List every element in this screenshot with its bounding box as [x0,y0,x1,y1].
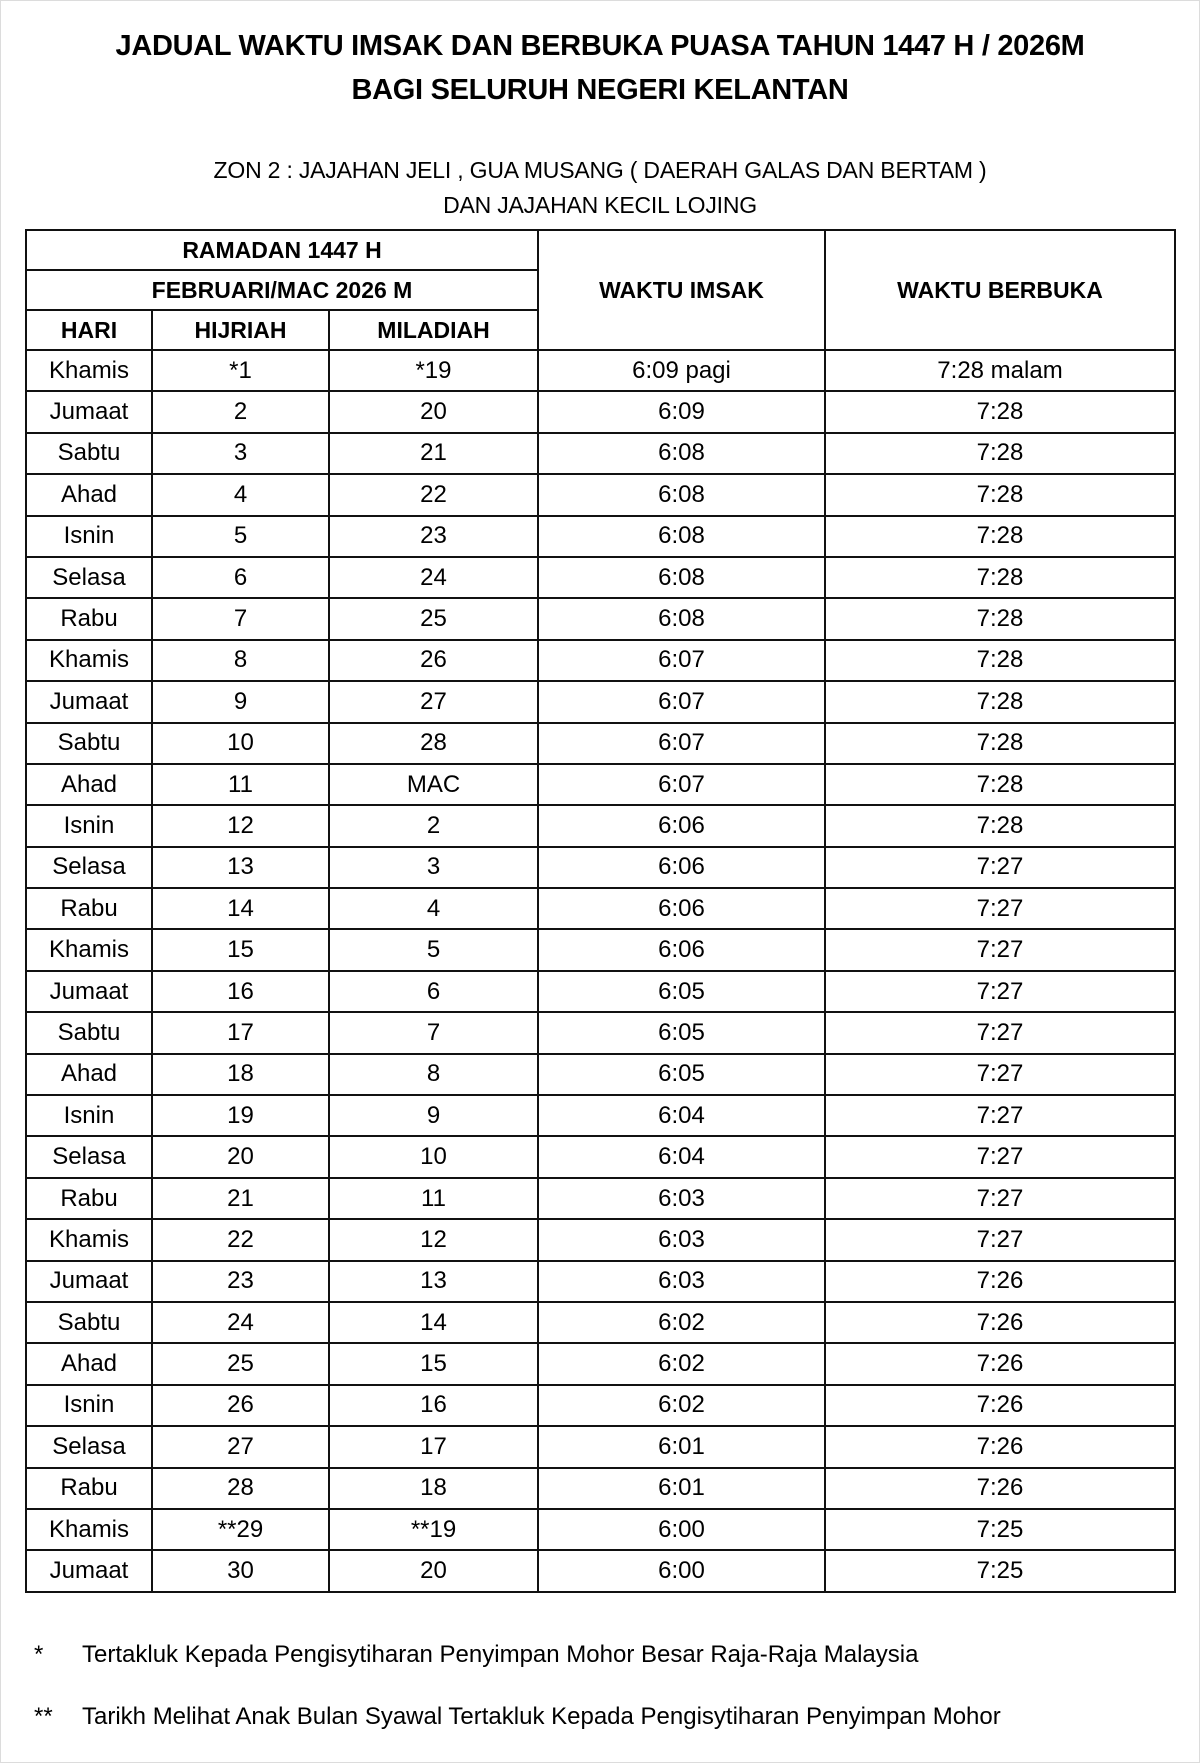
cell-berbuka: 7:28 [825,391,1175,432]
cell-miladiah: 15 [329,1343,538,1384]
cell-berbuka: 7:27 [825,1095,1175,1136]
table-row [26,557,1175,598]
cell-berbuka: 7:27 [825,1219,1175,1260]
cell-imsak: 6:05 [538,1054,825,1095]
table-row [26,681,1175,722]
header-hari: HARI [26,310,152,350]
cell-miladiah: 9 [329,1095,538,1136]
table-row [26,847,1175,888]
cell-imsak: 6:06 [538,805,825,846]
cell-imsak: 6:02 [538,1385,825,1426]
cell-hijriah: 19 [152,1095,329,1136]
cell-imsak: 6:08 [538,557,825,598]
cell-berbuka: 7:28 [825,723,1175,764]
cell-imsak: 6:07 [538,681,825,722]
cell-hijriah: 26 [152,1385,329,1426]
cell-imsak: 6:00 [538,1509,825,1550]
cell-hari: Jumaat [26,681,152,722]
cell-hijriah: 7 [152,598,329,639]
cell-imsak: 6:03 [538,1261,825,1302]
cell-hijriah: 20 [152,1136,329,1177]
header-hijriah: HIJRIAH [152,310,329,350]
cell-hijriah: 25 [152,1343,329,1384]
cell-berbuka: 7:28 [825,598,1175,639]
cell-hijriah: 23 [152,1261,329,1302]
cell-hari: Sabtu [26,433,152,474]
cell-miladiah: 11 [329,1178,538,1219]
header-berbuka: WAKTU BERBUKA [825,230,1175,350]
cell-imsak: 6:07 [538,723,825,764]
cell-hari: Isnin [26,516,152,557]
cell-berbuka: 7:27 [825,1178,1175,1219]
footnote-2 [34,1703,1001,1731]
cell-hari: Ahad [26,474,152,515]
cell-miladiah: 21 [329,433,538,474]
table-row [26,391,1175,432]
cell-miladiah: *19 [329,350,538,391]
cell-imsak: 6:03 [538,1219,825,1260]
cell-berbuka: 7:26 [825,1468,1175,1509]
cell-hari: Khamis [26,350,152,391]
footnote-text: Tertakluk Kepada Pengisytiharan Penyimpan Mohor Besar Raja-Raja Malaysia [82,1641,919,1668]
cell-hijriah: 2 [152,391,329,432]
cell-miladiah: 22 [329,474,538,515]
table-row [26,1261,1175,1302]
cell-imsak: 6:00 [538,1550,825,1591]
cell-miladiah: **19 [329,1509,538,1550]
cell-miladiah: 2 [329,805,538,846]
cell-hari: Isnin [26,1385,152,1426]
cell-hari: Jumaat [26,1261,152,1302]
cell-imsak: 6:04 [538,1136,825,1177]
table-row [26,1550,1175,1591]
cell-imsak: 6:03 [538,1178,825,1219]
cell-imsak: 6:02 [538,1302,825,1343]
cell-berbuka: 7:26 [825,1343,1175,1384]
cell-miladiah: 17 [329,1426,538,1467]
cell-hari: Selasa [26,1136,152,1177]
cell-miladiah: 12 [329,1219,538,1260]
cell-imsak: 6:06 [538,847,825,888]
table-row [26,1426,1175,1467]
cell-miladiah: 20 [329,391,538,432]
cell-berbuka: 7:26 [825,1426,1175,1467]
cell-hari: Isnin [26,1095,152,1136]
cell-berbuka: 7:27 [825,847,1175,888]
header-imsak: WAKTU IMSAK [538,230,825,350]
cell-miladiah: 16 [329,1385,538,1426]
table-row [26,516,1175,557]
cell-hari: Selasa [26,557,152,598]
table-row [26,1178,1175,1219]
cell-miladiah: 25 [329,598,538,639]
table-row [26,640,1175,681]
cell-berbuka: 7:28 [825,557,1175,598]
cell-miladiah: 7 [329,1012,538,1053]
cell-imsak: 6:07 [538,640,825,681]
footnote-text: Tarikh Melihat Anak Bulan Syawal Tertakluk Kepada Pengisytiharan Penyimpan Mohor [82,1703,1001,1730]
cell-hijriah: 18 [152,1054,329,1095]
cell-hari: Sabtu [26,723,152,764]
cell-hari: Rabu [26,1178,152,1219]
cell-miladiah: 10 [329,1136,538,1177]
cell-miladiah: 14 [329,1302,538,1343]
cell-miladiah: 28 [329,723,538,764]
table-row [26,598,1175,639]
cell-imsak: 6:09 pagi [538,350,825,391]
cell-imsak: 6:07 [538,764,825,805]
table-row [26,1343,1175,1384]
cell-hijriah: 27 [152,1426,329,1467]
cell-miladiah: 5 [329,929,538,970]
cell-hari: Ahad [26,1054,152,1095]
cell-imsak: 6:06 [538,929,825,970]
cell-hijriah: 6 [152,557,329,598]
footnote-1 [34,1641,918,1669]
header-miladiah: MILADIAH [329,310,538,350]
cell-hijriah: 10 [152,723,329,764]
cell-miladiah: MAC [329,764,538,805]
cell-berbuka: 7:27 [825,971,1175,1012]
table-row [26,474,1175,515]
cell-miladiah: 27 [329,681,538,722]
cell-hari: Sabtu [26,1302,152,1343]
cell-hijriah: 9 [152,681,329,722]
table-row [26,1054,1175,1095]
table-row [26,971,1175,1012]
footnote-mark: * [34,1641,44,1668]
cell-berbuka: 7:28 [825,764,1175,805]
cell-berbuka: 7:27 [825,1054,1175,1095]
cell-hari: Jumaat [26,391,152,432]
cell-miladiah: 6 [329,971,538,1012]
table-row [26,805,1175,846]
cell-miladiah: 26 [329,640,538,681]
table-row [26,1385,1175,1426]
table-row [26,1095,1175,1136]
cell-hijriah: **29 [152,1509,329,1550]
cell-hijriah: 30 [152,1550,329,1591]
cell-hijriah: 17 [152,1012,329,1053]
table-row [26,433,1175,474]
table-row [26,929,1175,970]
zone-line-2: DAN JAJAHAN KECIL LOJING [443,192,757,218]
table-row [26,764,1175,805]
cell-hijriah: 22 [152,1219,329,1260]
table-row [26,1219,1175,1260]
cell-berbuka: 7:25 [825,1550,1175,1591]
cell-imsak: 6:01 [538,1468,825,1509]
cell-miladiah: 13 [329,1261,538,1302]
cell-hijriah: 16 [152,971,329,1012]
cell-miladiah: 18 [329,1468,538,1509]
cell-berbuka: 7:25 [825,1509,1175,1550]
cell-berbuka: 7:28 [825,640,1175,681]
cell-miladiah: 3 [329,847,538,888]
schedule-table [25,229,1176,1593]
cell-hari: Jumaat [26,1550,152,1591]
cell-hari: Ahad [26,1343,152,1384]
cell-hari: Rabu [26,598,152,639]
cell-imsak: 6:01 [538,1426,825,1467]
cell-hari: Rabu [26,1468,152,1509]
cell-miladiah: 8 [329,1054,538,1095]
table-row [26,888,1175,929]
cell-imsak: 6:08 [538,598,825,639]
cell-hijriah: 14 [152,888,329,929]
cell-berbuka: 7:27 [825,929,1175,970]
cell-hari: Selasa [26,1426,152,1467]
cell-berbuka: 7:26 [825,1261,1175,1302]
cell-berbuka: 7:28 malam [825,350,1175,391]
cell-hijriah: 28 [152,1468,329,1509]
cell-imsak: 6:05 [538,1012,825,1053]
cell-hijriah: 3 [152,433,329,474]
cell-berbuka: 7:28 [825,516,1175,557]
footnote-mark: ** [34,1703,53,1730]
cell-imsak: 6:08 [538,474,825,515]
cell-hijriah: 12 [152,805,329,846]
table-row [26,1302,1175,1343]
cell-berbuka: 7:28 [825,433,1175,474]
cell-berbuka: 7:27 [825,1012,1175,1053]
page-subtitle: BAGI SELURUH NEGERI KELANTAN [351,74,849,106]
cell-hijriah: 8 [152,640,329,681]
cell-berbuka: 7:28 [825,805,1175,846]
cell-imsak: 6:06 [538,888,825,929]
cell-imsak: 6:08 [538,433,825,474]
cell-hijriah: 24 [152,1302,329,1343]
cell-imsak: 6:05 [538,971,825,1012]
cell-hijriah: 13 [152,847,329,888]
table-row [26,1509,1175,1550]
cell-imsak: 6:09 [538,391,825,432]
page-title: JADUAL WAKTU IMSAK DAN BERBUKA PUASA TAHUN 1447 H / 2026M [115,30,1085,62]
cell-hijriah: 21 [152,1178,329,1219]
cell-hari: Khamis [26,1509,152,1550]
cell-imsak: 6:02 [538,1343,825,1384]
cell-hijriah: 11 [152,764,329,805]
cell-berbuka: 7:28 [825,474,1175,515]
cell-miladiah: 4 [329,888,538,929]
cell-miladiah: 20 [329,1550,538,1591]
cell-hijriah: 15 [152,929,329,970]
cell-berbuka: 7:28 [825,681,1175,722]
header-ramadan: RAMADAN 1447 H [26,230,538,270]
cell-hari: Rabu [26,888,152,929]
cell-hari: Jumaat [26,971,152,1012]
schedule-body [26,350,1175,1592]
cell-hari: Khamis [26,929,152,970]
cell-miladiah: 24 [329,557,538,598]
table-row [26,723,1175,764]
cell-hari: Selasa [26,847,152,888]
cell-hari: Khamis [26,1219,152,1260]
cell-berbuka: 7:27 [825,1136,1175,1177]
cell-hari: Isnin [26,805,152,846]
table-row [26,1468,1175,1509]
table-row [26,350,1175,391]
cell-hijriah: 5 [152,516,329,557]
cell-hijriah: 4 [152,474,329,515]
table-row [26,1012,1175,1053]
cell-hari: Ahad [26,764,152,805]
zone-line-1: ZON 2 : JAJAHAN JELI , GUA MUSANG ( DAERAH GALAS DAN BERTAM ) [213,157,987,183]
cell-berbuka: 7:26 [825,1385,1175,1426]
cell-hijriah: *1 [152,350,329,391]
cell-hari: Sabtu [26,1012,152,1053]
cell-hari: Khamis [26,640,152,681]
cell-miladiah: 23 [329,516,538,557]
cell-berbuka: 7:26 [825,1302,1175,1343]
cell-berbuka: 7:27 [825,888,1175,929]
header-month: FEBRUARI/MAC 2026 M [26,270,538,310]
cell-imsak: 6:08 [538,516,825,557]
table-row [26,1136,1175,1177]
cell-imsak: 6:04 [538,1095,825,1136]
